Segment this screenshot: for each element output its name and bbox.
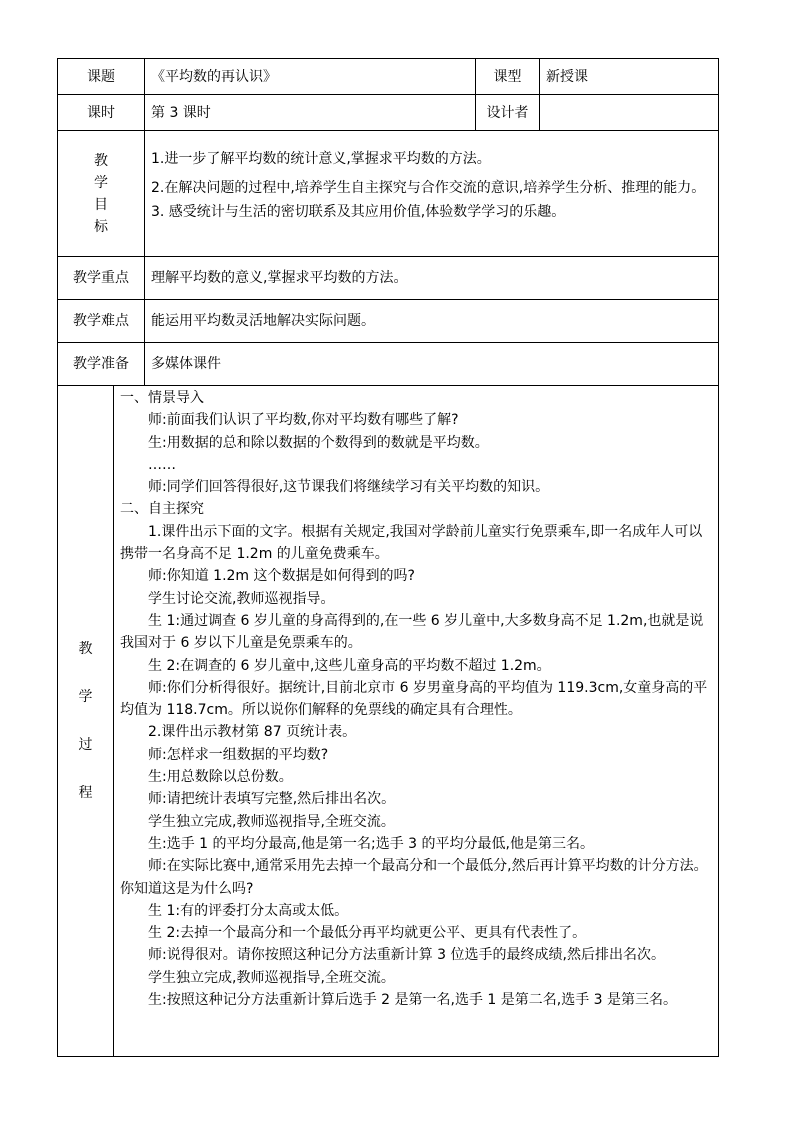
dialogue-line: 1.课件出示下面的文字。根据有关规定,我国对学龄前儿童实行免票乘车,即一名成年人可以携带一名身高不足 1.2m 的儿童免费乘车。	[120, 523, 703, 563]
dialogue-line: 生 2:去掉一个最高分和一个最低分再平均就更公平、更具有代表性了。	[148, 925, 587, 942]
goal-item: 2.在解决问题的过程中,培养学生自主探究与合作交流的意识,培养学生分析、推理的能力。	[151, 180, 706, 196]
row-process	[58, 386, 719, 1057]
dialogue-line: 学生独立完成,教师巡视指导,全班交流。	[148, 813, 395, 830]
dialogue-line: 师:同学们回答得很好,这节课我们将继续学习有关平均数的知识。	[148, 479, 550, 496]
topic-value: 《平均数的再认识》	[145, 59, 476, 95]
dialogue-line: 师:你们分析得很好。据统计,目前北京市 6 岁男童身高的平均值为 119.3cm,女童身高的平均值为 118.7cm。所以说你们解释的免票线的确定具有合理性。	[120, 679, 708, 719]
designer-label: 设计者	[476, 95, 540, 131]
dialogue-line: 生:用数据的总和除以数据的个数得到的数就是平均数。	[148, 434, 489, 451]
designer-value	[540, 95, 719, 131]
dialogue-line: 生 1:通过调查 6 岁儿童的身高得到的,在一些 6 岁儿童中,大多数身高不足 1.2m,也就是说我国对于 6 岁以下儿童是免票乘车的。	[120, 612, 704, 652]
dialogue-line: 师:前面我们认识了平均数,你对平均数有哪些了解?	[148, 412, 459, 429]
process-label	[58, 386, 114, 1057]
dialogue-line: 师:请把统计表填写完整,然后排出名次。	[148, 791, 396, 808]
type-value: 新授课	[540, 59, 719, 95]
goal-item: 1.进一步了解平均数的统计意义,掌握求平均数的方法。	[151, 151, 491, 167]
section-heading: 一、情景导入	[120, 390, 204, 406]
dialogue-line: 学生独立完成,教师巡视指导,全班交流。	[148, 969, 395, 986]
process-label-char: 程	[78, 785, 93, 801]
row-preparation	[58, 343, 719, 386]
key-point-value: 理解平均数的意义,掌握求平均数的方法。	[145, 257, 719, 300]
goals-label-char: 教	[94, 152, 108, 169]
dialogue-line: 生:按照这种记分方法重新计算后选手 2 是第一名,选手 1 是第二名,选手 3 是第三名。	[148, 992, 678, 1009]
ellipsis-line: ……	[148, 456, 176, 473]
period-label: 课时	[58, 95, 145, 131]
goals-label	[58, 131, 145, 257]
dialogue-line: 师:你知道 1.2m 这个数据是如何得到的吗?	[148, 568, 415, 585]
process-label-char: 教	[78, 641, 93, 657]
dialogue-line: 生 1:有的评委打分太高或太低。	[148, 902, 349, 919]
dialogue-line: 师:在实际比赛中,通常采用先去掉一个最高分和一个最低分,然后再计算平均数的计分方法。你知道这是为什么吗?	[120, 858, 708, 897]
type-label: 课型	[476, 59, 540, 95]
preparation-label: 教学准备	[58, 343, 145, 386]
row-difficulty	[58, 300, 719, 343]
process-content	[114, 386, 719, 1057]
goal-item: 3. 感受统计与生活的密切联系及其应用价值,体验数学学习的乐趣。	[151, 204, 566, 220]
lesson-plan-table	[57, 58, 719, 1057]
row-key-point	[58, 257, 719, 300]
dialogue-line: 生:选手 1 的平均分最高,他是第一名;选手 3 的平均分最低,他是第三名。	[148, 835, 594, 852]
difficulty-label: 教学难点	[58, 300, 145, 343]
goals-label-char: 目	[94, 196, 108, 213]
dialogue-line: 生:用总数除以总份数。	[148, 769, 293, 786]
preparation-value: 多媒体课件	[145, 343, 719, 386]
row-goals	[58, 131, 719, 257]
topic-label: 课题	[58, 59, 145, 95]
goals-label-char: 学	[94, 174, 108, 191]
process-label-char: 学	[78, 689, 93, 705]
process-label-char: 过	[78, 737, 93, 753]
section-heading: 二、自主探究	[120, 501, 204, 518]
dialogue-line: 师:说得很对。请你按照这种记分方法重新计算 3 位选手的最终成绩,然后排出名次。	[148, 947, 665, 964]
key-point-label: 教学重点	[58, 257, 145, 300]
dialogue-line: 学生讨论交流,教师巡视指导。	[148, 590, 335, 607]
row-topic	[58, 59, 719, 95]
dialogue-line: 师:怎样求一组数据的平均数?	[148, 746, 329, 763]
dialogue-line: 2.课件出示教材第 87 页统计表。	[148, 724, 357, 741]
period-value: 第 3 课时	[145, 95, 476, 131]
goals-content	[145, 131, 719, 257]
goals-label-char: 标	[94, 218, 108, 235]
row-period	[58, 95, 719, 131]
dialogue-line: 生 2:在调查的 6 岁儿童中,这些儿童身高的平均数不超过 1.2m。	[148, 657, 551, 674]
difficulty-value: 能运用平均数灵活地解决实际问题。	[145, 300, 719, 343]
